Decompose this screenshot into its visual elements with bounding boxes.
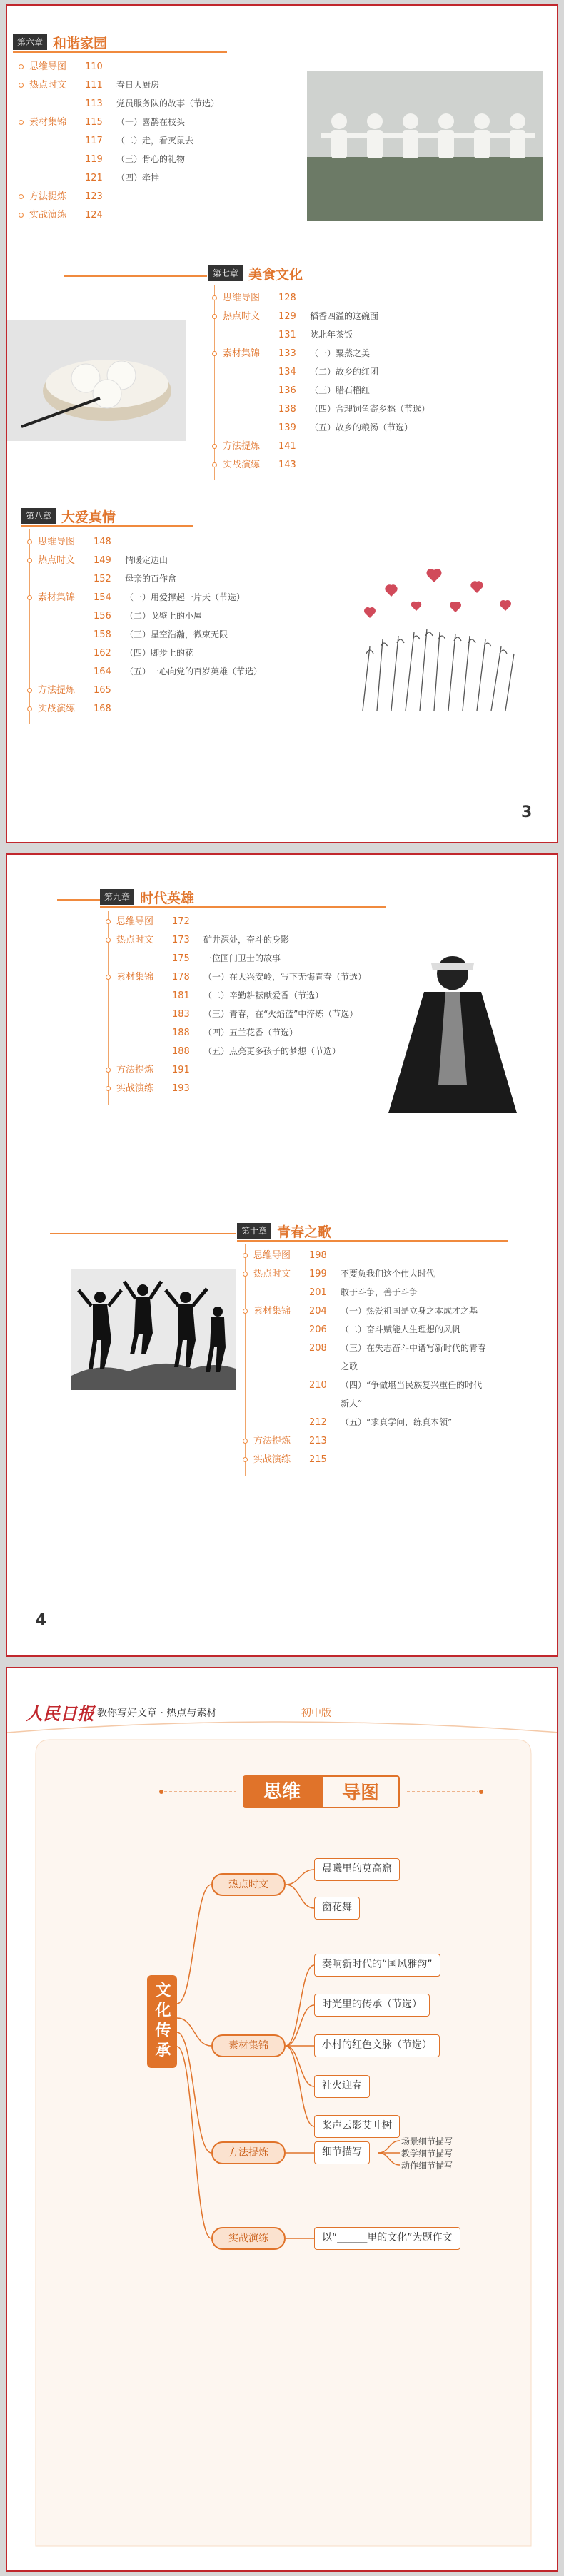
bullet-icon xyxy=(243,1309,248,1314)
toc-page-number: 149 xyxy=(94,555,111,566)
toc-article-title: 母亲的百作盒 xyxy=(125,574,177,584)
toc-page-number: 143 xyxy=(278,460,296,470)
toc-section-label: 方法提炼 xyxy=(29,191,67,202)
toc-article-title: （四）五兰花香（节选） xyxy=(203,1028,298,1038)
chapter-tag: 第九章 xyxy=(100,889,134,905)
toc-page-number: 139 xyxy=(278,422,296,433)
toc-page-number: 210 xyxy=(309,1380,327,1391)
toc-article-title: （三）星空浩瀚，微束无限 xyxy=(125,629,228,639)
toc-row[interactable] xyxy=(212,381,370,400)
toc-article-title: （五）故乡的粮汤（节选） xyxy=(310,422,413,432)
section-hot-articles: 热点时文 xyxy=(211,1873,286,1896)
toc-row[interactable] xyxy=(106,1005,358,1023)
bullet-icon xyxy=(27,558,32,563)
toc-page-number: 168 xyxy=(94,704,111,714)
chapter-title: 美食文化 xyxy=(248,266,303,283)
toc-article-title: （四）合理饲鱼寄乡愁（节选） xyxy=(310,404,430,414)
bullet-icon xyxy=(106,938,111,943)
toc-page-number: 154 xyxy=(94,592,111,603)
chapter-rule xyxy=(21,525,193,527)
toc-page-number: 175 xyxy=(172,953,190,964)
toc-row[interactable] xyxy=(106,1060,203,1079)
toc-row[interactable] xyxy=(19,131,193,150)
page-number: 3 xyxy=(521,803,533,821)
chapter-tag: 第六章 xyxy=(13,34,47,50)
chapter-title: 大爱真情 xyxy=(61,509,116,525)
toc-section-label: 实战演练 xyxy=(38,704,76,714)
toc-page-number: 164 xyxy=(94,666,111,677)
mindmap-item: 窗花舞 xyxy=(314,1897,360,1920)
toc-article-title: （四）脚步上的花 xyxy=(125,648,194,658)
toc-article-title: （一）用爱撑起一片天（节选） xyxy=(125,592,246,602)
chapter-rule xyxy=(50,1233,236,1234)
toc-row[interactable] xyxy=(19,150,185,168)
toc-article-title: 之歌 xyxy=(341,1361,358,1371)
toc-page-number: 134 xyxy=(278,367,296,377)
mindmap-item: 社火迎春 xyxy=(314,2075,370,2098)
mindmap-item: 小村的红色文脉（节选） xyxy=(314,2034,440,2057)
toc-row[interactable] xyxy=(243,1302,478,1320)
chapter-rule xyxy=(64,275,207,277)
section-methods: 方法提炼 xyxy=(211,2141,286,2164)
toc-article-title: 春日大厨房 xyxy=(116,80,160,90)
toc-page-number: 111 xyxy=(85,80,103,91)
toc-section-label: 思维导图 xyxy=(29,61,67,72)
toc-section-label: 方法提炼 xyxy=(116,1065,154,1075)
toc-article-title: 情暖定边山 xyxy=(125,555,168,565)
toc-page-number: 152 xyxy=(94,574,111,584)
toc-article-title: （二）戈壁上的小屋 xyxy=(125,611,203,621)
toc-page-number: 215 xyxy=(309,1454,327,1465)
toc-article-title: （二）辛勤耕耘献爱香（节选） xyxy=(203,990,324,1000)
toc-page-number: 173 xyxy=(172,935,190,945)
toc-row[interactable] xyxy=(243,1450,341,1469)
toc-article-title: （五）点亮更多孩子的梦想（节选） xyxy=(203,1046,341,1056)
toc-row[interactable] xyxy=(27,588,245,607)
toc-article-title: （一）粟蒸之美 xyxy=(310,348,371,358)
toc-article-title: 党员服务队的故事（节选） xyxy=(116,98,220,108)
toc-page-number: 208 xyxy=(309,1343,327,1354)
toc-row[interactable] xyxy=(243,1264,435,1283)
bullet-icon xyxy=(243,1272,248,1277)
toc-page-number: 123 xyxy=(85,191,103,202)
toc-row[interactable] xyxy=(106,912,203,930)
toc-row[interactable] xyxy=(27,625,228,644)
toc-row[interactable] xyxy=(106,949,281,968)
toc-page-number: 136 xyxy=(278,385,296,396)
toc-page-number: 131 xyxy=(278,330,296,340)
toc-page-number: 188 xyxy=(172,1046,190,1057)
mindmap-item: 晨曦里的莫高窟 xyxy=(314,1858,400,1881)
toc-row[interactable] xyxy=(106,1042,341,1060)
toc-page-number: 156 xyxy=(94,611,111,622)
toc-row[interactable] xyxy=(27,569,176,588)
toc-page-number: 158 xyxy=(94,629,111,640)
bullet-icon xyxy=(19,64,24,69)
toc-row[interactable] xyxy=(19,57,116,76)
toc-row[interactable] xyxy=(243,1246,341,1264)
chapter-7-header xyxy=(208,265,303,281)
page-mindmap xyxy=(6,1667,558,2572)
toc-page-number: 148 xyxy=(94,537,111,547)
toc-article-title: （二）走，看灭鼠去 xyxy=(116,136,194,146)
toc-page-number: 117 xyxy=(85,136,103,146)
toc-section-label: 实战演练 xyxy=(223,460,261,470)
bullet-icon xyxy=(243,1439,248,1444)
toc-page-number: 191 xyxy=(172,1065,190,1075)
toc-page-number: 206 xyxy=(309,1324,327,1335)
toc-section-label: 素材集锦 xyxy=(223,348,261,359)
toc-article-title: 新人” xyxy=(341,1399,363,1409)
bullet-icon xyxy=(212,351,217,356)
toc-page-number: 141 xyxy=(278,441,296,452)
toc-section-label: 素材集锦 xyxy=(253,1306,291,1317)
toc-article-title: （二）故乡的红团 xyxy=(310,367,379,377)
chapter-10-header xyxy=(237,1223,331,1239)
toc-page-number: 198 xyxy=(309,1250,327,1261)
grade-label: 初中版 xyxy=(301,1708,331,1719)
toc-section-label: 热点时文 xyxy=(38,555,76,566)
toc-article-title: （五）一心向党的百岁英雄（节选） xyxy=(125,666,263,676)
bullet-icon xyxy=(212,444,217,449)
toc-page-number: 178 xyxy=(172,972,190,983)
mindmap-item: 奏响新时代的“国风雅韵” xyxy=(314,1954,440,1977)
toc-row[interactable] xyxy=(212,288,310,307)
newspaper-logo: 人民日报 xyxy=(26,1703,94,1724)
toc-row[interactable] xyxy=(27,681,125,699)
chapter-tag: 第十章 xyxy=(237,1223,271,1239)
toc-article-title: （三）腊石榴红 xyxy=(310,385,371,395)
chapter-title: 青春之歌 xyxy=(277,1224,332,1240)
mindmap-title-b: 导图 xyxy=(321,1775,400,1808)
toc-row[interactable] xyxy=(243,1376,482,1394)
toc-row[interactable] xyxy=(243,1320,460,1339)
toc-row[interactable] xyxy=(19,76,159,94)
toc-section-label: 思维导图 xyxy=(116,916,154,927)
toc-section-label: 方法提炼 xyxy=(223,441,261,452)
chapter-6-header xyxy=(13,34,107,50)
toc-page-number: 165 xyxy=(94,685,111,696)
toc-page-number: 138 xyxy=(278,404,296,415)
bullet-icon xyxy=(106,919,111,924)
toc-row[interactable] xyxy=(243,1431,341,1450)
toc-article-title: （三）青春，在“火焰蓝”中淬炼（节选） xyxy=(203,1009,358,1019)
toc-article-title: （四）“争做堪当民族复兴重任的时代 xyxy=(341,1380,483,1390)
chapter-title: 和谐家园 xyxy=(53,35,108,51)
toc-row[interactable] xyxy=(106,986,323,1005)
bullet-icon xyxy=(106,975,111,980)
bullet-icon xyxy=(212,462,217,467)
bullet-icon xyxy=(106,1086,111,1091)
mindmap-root: 文化传承 xyxy=(147,1975,177,2068)
dumplings-image xyxy=(7,320,186,441)
toc-section-label: 热点时文 xyxy=(29,80,67,91)
mindmap-title-a: 思维 xyxy=(243,1775,321,1808)
toc-section-label: 热点时文 xyxy=(223,311,261,322)
mindmap-subitem: 动作细节描写 xyxy=(401,2161,453,2171)
toc-section-label: 方法提炼 xyxy=(253,1436,291,1446)
toc-page-number: 124 xyxy=(85,210,103,220)
bullet-icon xyxy=(19,120,24,125)
bullet-icon xyxy=(19,213,24,218)
book-subtitle: 教你写好文章 · 热点与素材 xyxy=(97,1708,217,1719)
toc-page-number: 183 xyxy=(172,1009,190,1020)
toc-row[interactable] xyxy=(27,551,168,569)
toc-page-number: 212 xyxy=(309,1417,327,1428)
toc-row[interactable] xyxy=(19,113,185,131)
toc-article-title: 一位国门卫士的故事 xyxy=(203,953,281,963)
bullet-icon xyxy=(243,1457,248,1462)
mindmap-connectors xyxy=(7,1668,558,2572)
toc-section-label: 热点时文 xyxy=(116,935,154,945)
mindmap-item: 细节描写 xyxy=(314,2141,370,2164)
chapter-rule xyxy=(100,906,386,908)
toc-row[interactable] xyxy=(19,206,116,224)
toc-page-number: 121 xyxy=(85,173,103,183)
toc-page-number: 113 xyxy=(85,98,103,109)
bullet-icon xyxy=(27,539,32,544)
mindmap-subitem: 教学细节描写 xyxy=(401,2149,453,2159)
toc-row[interactable] xyxy=(106,930,289,949)
chapter-8-header xyxy=(21,508,116,524)
toc-row[interactable] xyxy=(243,1413,452,1431)
toc-row[interactable] xyxy=(243,1283,418,1302)
toc-row[interactable] xyxy=(27,607,202,625)
bullet-icon xyxy=(27,688,32,693)
toc-row[interactable] xyxy=(212,325,353,344)
bullet-icon xyxy=(19,194,24,199)
jumping-youth-image xyxy=(71,1269,236,1390)
toc-row[interactable] xyxy=(243,1357,358,1376)
toc-article-title: 稻香四溢的这碗面 xyxy=(310,311,379,321)
page-contents-1 xyxy=(6,4,558,843)
toc-page-number: 204 xyxy=(309,1306,327,1317)
toc-section-label: 实战演练 xyxy=(116,1083,154,1094)
toc-article-title: （一）热爱祖国是立身之本成才之基 xyxy=(341,1306,478,1316)
toc-section-label: 热点时文 xyxy=(253,1269,291,1279)
mindmap-item: 以“______里的文化”为题作文 xyxy=(314,2227,460,2250)
toc-section-label: 方法提炼 xyxy=(38,685,76,696)
toc-row[interactable] xyxy=(212,418,413,437)
toc-row[interactable] xyxy=(19,187,116,206)
hands-hearts-image xyxy=(348,568,534,718)
chapter-tag: 第七章 xyxy=(208,265,243,281)
bullet-icon xyxy=(27,595,32,600)
toc-page-number: 188 xyxy=(172,1028,190,1038)
toc-page-number: 162 xyxy=(94,648,111,659)
toc-page-number: 213 xyxy=(309,1436,327,1446)
toc-row[interactable] xyxy=(19,168,159,187)
chapter-9-header xyxy=(100,889,194,905)
page-number: 4 xyxy=(36,1611,47,1629)
toc-article-title: （四）牵挂 xyxy=(116,173,160,183)
toc-section-label: 实战演练 xyxy=(253,1454,291,1465)
toc-section-label: 素材集锦 xyxy=(38,592,76,603)
paper-dolls-image xyxy=(307,71,543,221)
toc-page-number: 193 xyxy=(172,1083,190,1094)
toc-section-label: 思维导图 xyxy=(253,1250,291,1261)
toc-section-label: 素材集锦 xyxy=(116,972,154,983)
bullet-icon xyxy=(212,295,217,300)
toc-page-number: 201 xyxy=(309,1287,327,1298)
toc-row[interactable] xyxy=(212,455,310,474)
toc-row[interactable] xyxy=(212,344,370,362)
toc-section-label: 素材集锦 xyxy=(29,117,67,128)
chapter-title: 时代英雄 xyxy=(140,890,195,906)
toc-row[interactable] xyxy=(212,307,378,325)
toc-page-number: 129 xyxy=(278,311,296,322)
toc-row[interactable] xyxy=(106,1079,203,1097)
chapter-rule xyxy=(57,899,100,901)
toc-row[interactable] xyxy=(27,662,262,681)
toc-page-number: 181 xyxy=(172,990,190,1001)
hero-figure-image xyxy=(381,942,524,1113)
toc-article-title: （五）“求真学问，练真本领” xyxy=(341,1417,453,1427)
mindmap-item: 桨声云影艾叶树 xyxy=(314,2115,400,2138)
toc-row[interactable] xyxy=(212,362,378,381)
toc-article-title: 矿井深处，奋斗的身影 xyxy=(203,935,290,945)
bullet-icon xyxy=(19,83,24,88)
toc-section-label: 思维导图 xyxy=(38,537,76,547)
toc-page-number: 133 xyxy=(278,348,296,359)
toc-article-title: （二）奋斗赋能人生理想的风帆 xyxy=(341,1324,461,1334)
page-contents-2 xyxy=(6,853,558,1657)
bullet-icon xyxy=(106,1068,111,1073)
toc-article-title: （三）在失志奋斗中谱写新时代的青春 xyxy=(341,1343,487,1353)
bullet-icon xyxy=(27,706,32,711)
toc-row[interactable] xyxy=(212,400,430,418)
toc-page-number: 199 xyxy=(309,1269,327,1279)
bullet-icon xyxy=(243,1253,248,1258)
toc-row[interactable] xyxy=(106,1023,298,1042)
chapter-tag: 第八章 xyxy=(21,508,56,524)
toc-section-label: 思维导图 xyxy=(223,293,261,303)
mindmap-item: 时光里的传承（节选） xyxy=(314,1994,430,2017)
section-materials: 素材集锦 xyxy=(211,2034,286,2057)
toc-row[interactable] xyxy=(212,437,310,455)
toc-page-number: 115 xyxy=(85,117,103,128)
toc-page-number: 128 xyxy=(278,293,296,303)
toc-section-label: 实战演练 xyxy=(29,210,67,220)
toc-row[interactable] xyxy=(243,1339,486,1357)
toc-page-number: 110 xyxy=(85,61,103,72)
chapter-rule xyxy=(13,51,227,53)
toc-article-title: 不要负我们这个伟大时代 xyxy=(341,1269,435,1279)
toc-row[interactable] xyxy=(19,94,219,113)
toc-article-title: （一）在大兴安岭，写下无悔青春（节选） xyxy=(203,972,367,982)
toc-row[interactable] xyxy=(243,1394,362,1413)
toc-article-title: （三）骨心的礼物 xyxy=(116,154,186,164)
toc-page-number: 172 xyxy=(172,916,190,927)
toc-row[interactable] xyxy=(27,699,125,718)
toc-row[interactable] xyxy=(27,644,193,662)
bullet-icon xyxy=(212,314,217,319)
toc-row[interactable] xyxy=(27,532,125,551)
toc-page-number: 119 xyxy=(85,154,103,165)
toc-article-title: 陕北年茶饭 xyxy=(310,330,353,340)
toc-row[interactable] xyxy=(106,968,366,986)
toc-article-title: 敢于斗争，善于斗争 xyxy=(341,1287,418,1297)
section-practice: 实战演练 xyxy=(211,2227,286,2250)
toc-article-title: （一）喜鹊在枝头 xyxy=(116,117,186,127)
mindmap-subitem: 场景细节描写 xyxy=(401,2136,453,2146)
chapter-rule xyxy=(237,1240,508,1242)
